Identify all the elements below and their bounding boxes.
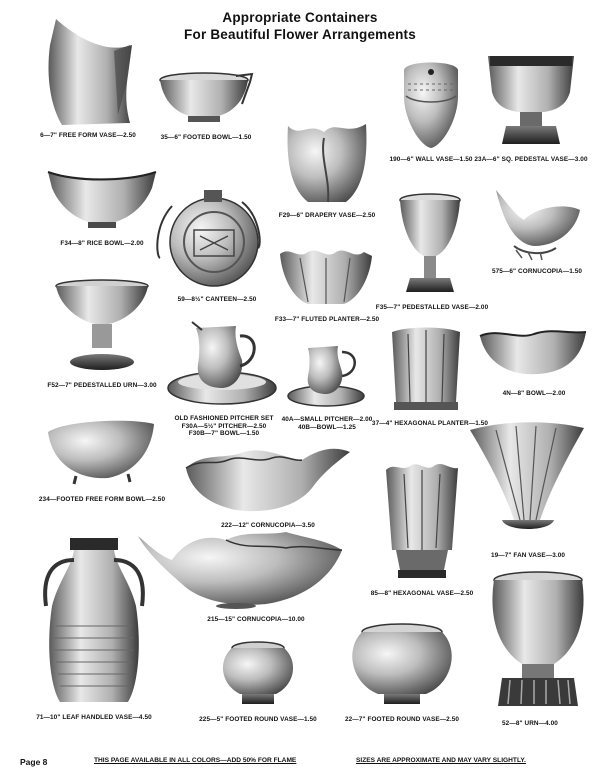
cornucopia-6-image <box>494 184 584 262</box>
pedestalled-vase-image <box>396 192 466 300</box>
caption: 59—8½" CANTEEN—2.50 <box>177 296 257 303</box>
footed-round-vase-5-image <box>218 640 298 710</box>
sizes-note: SIZES ARE APPROXIMATE AND MAY VARY SLIGHTLY. <box>356 757 526 764</box>
caption-line: F30A—5½" PITCHER—2.50 <box>181 422 267 430</box>
title-line-2: For Beautiful Flower Arrangements <box>184 27 416 42</box>
caption: F33—7" FLUTED PLANTER—2.50 <box>274 316 380 323</box>
hexagonal-vase-image <box>382 460 462 582</box>
pitcher-set-image <box>166 318 278 410</box>
cornucopia-12-image <box>184 444 352 518</box>
caption: 52—8" URN—4.00 <box>502 720 558 727</box>
caption: F35—7" PEDESTALLED VASE—2.00 <box>375 304 489 311</box>
cornucopia-15-image <box>136 526 344 610</box>
wall-vase-image <box>396 60 466 150</box>
pedestalled-urn-image <box>52 278 152 374</box>
hexagonal-planter-image <box>388 326 464 414</box>
drapery-vase-image <box>284 118 370 208</box>
caption: 225—5" FOOTED ROUND VASE—1.50 <box>199 716 317 723</box>
caption-line: F30B—7" BOWL—1.50 <box>188 430 260 437</box>
caption: 190—6" WALL VASE—1.50 <box>389 156 473 163</box>
canteen-image <box>150 186 268 290</box>
rice-bowl-image <box>46 168 158 232</box>
caption: 37—4" HEXAGONAL PLANTER—1.50 <box>371 420 489 427</box>
colors-note: THIS PAGE AVAILABLE IN ALL COLORS—ADD 50% FOR FLAME <box>94 757 297 764</box>
page-number: Page 8 <box>20 757 48 767</box>
fan-vase-image <box>466 420 588 542</box>
caption: 222—12" CORNUCOPIA—3.50 <box>221 522 315 529</box>
caption: 23A—6" SQ. PEDESTAL VASE—3.00 <box>474 156 588 163</box>
caption-line: OLD FASHIONED PITCHER SET <box>174 415 274 422</box>
caption: 85—8" HEXAGONAL VASE—2.50 <box>370 590 474 597</box>
small-pitcher-image <box>286 340 366 412</box>
bowl-8-image <box>478 326 588 380</box>
caption-line: 40A—SMALL PITCHER—2.00 <box>281 416 373 423</box>
caption: F29—6" DRAPERY VASE—2.50 <box>278 212 376 219</box>
caption <box>282 416 373 431</box>
caption: 6—7" FREE FORM VASE—2.50 <box>40 132 136 139</box>
sq-pedestal-vase-image <box>486 52 576 148</box>
caption: F52—7" PEDESTALLED URN—3.00 <box>47 382 157 389</box>
caption: 19—7" FAN VASE—3.00 <box>490 552 566 559</box>
urn-image <box>488 570 588 712</box>
caption: 4N—8" BOWL—2.00 <box>502 390 566 397</box>
caption: 22—7" FOOTED ROUND VASE—2.50 <box>344 716 460 723</box>
caption: 71—10" LEAF HANDLED VASE—4.50 <box>36 714 152 721</box>
caption-line: 40B—BOWL—1.25 <box>298 423 356 431</box>
leaf-handled-vase-image <box>38 536 150 708</box>
free-form-vase-image <box>44 15 136 127</box>
footed-bowl-image <box>158 70 254 128</box>
caption: 234—FOOTED FREE FORM BOWL—2.50 <box>38 496 166 503</box>
title-line-1: Appropriate Containers <box>222 10 378 25</box>
caption <box>174 415 273 438</box>
footed-round-vase-7-image <box>348 620 458 710</box>
caption: 215—15" CORNUCOPIA—10.00 <box>207 616 305 623</box>
fluted-planter-image <box>278 246 376 312</box>
caption: F34—8" RICE BOWL—2.00 <box>60 240 144 247</box>
footed-free-form-bowl-image <box>46 418 158 488</box>
caption: 35—6" FOOTED BOWL—1.50 <box>160 134 252 141</box>
caption: 575—6" CORNUCOPIA—1.50 <box>491 268 583 275</box>
